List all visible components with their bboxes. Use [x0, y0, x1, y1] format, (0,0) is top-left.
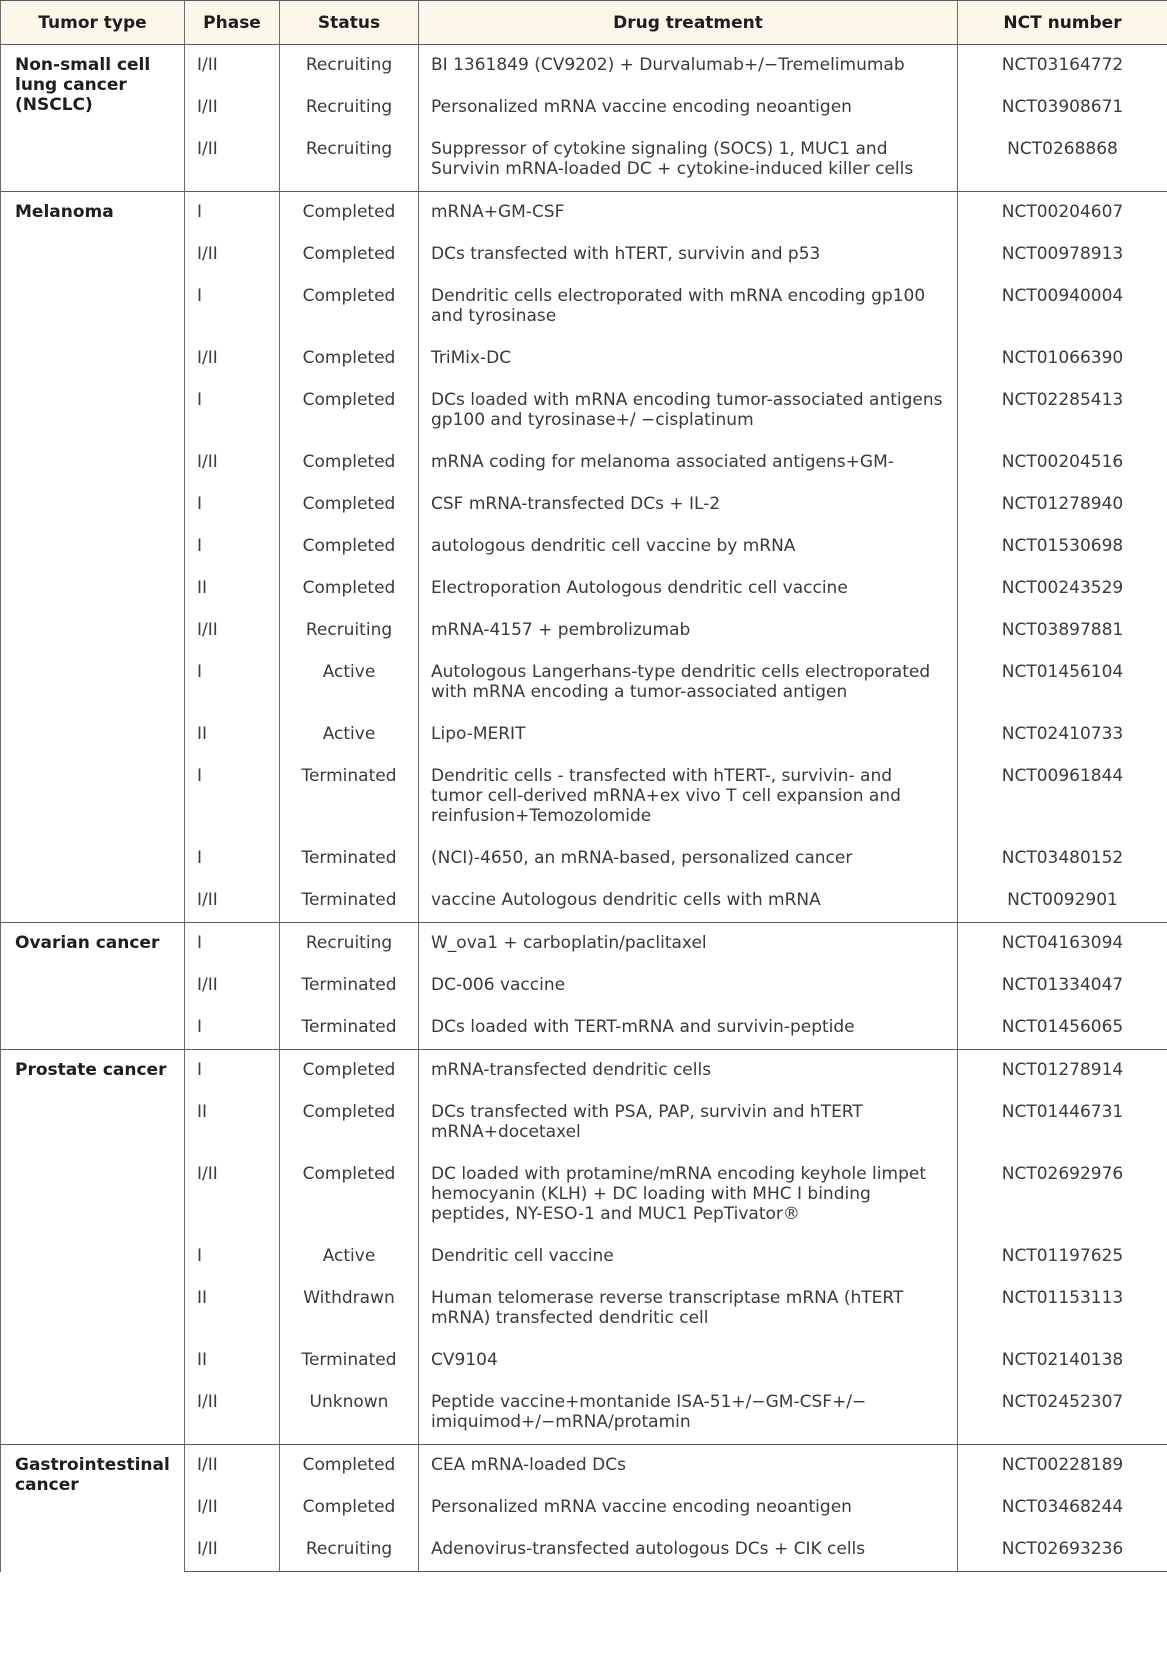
- nct-number-cell: [958, 610, 1167, 652]
- phase-cell: [185, 652, 280, 714]
- tumor-type: Non-small cell lung cancer (NSCLC): [15, 55, 151, 115]
- table-row: [1, 1050, 1167, 1093]
- status-cell: [280, 526, 419, 568]
- drug-treatment: autologous dendritic cell vaccine by mRNA: [431, 536, 796, 556]
- phase: I: [197, 536, 203, 556]
- nct-number-cell: [958, 234, 1167, 276]
- status-cell: [280, 1092, 419, 1154]
- drug-treatment: DCs transfected with hTERT, survivin and p53: [431, 244, 821, 264]
- status-cell: [280, 756, 419, 838]
- phase: I: [197, 662, 203, 682]
- drug-treatment-cell: [419, 338, 958, 380]
- nct-number: NCT03164772: [1001, 55, 1124, 75]
- status: Completed: [302, 1164, 396, 1184]
- drug-treatment: DCs transfected with PSA, PAP, survivin and hTERT mRNA+docetaxel: [431, 1102, 863, 1142]
- phase-cell: [185, 380, 280, 442]
- nct-number-cell: [958, 652, 1167, 714]
- drug-treatment: Suppressor of cytokine signaling (SOCS) 1, MUC1 and Survivin mRNA-loaded DC + cytokine-induced killer cells: [431, 139, 914, 179]
- drug-treatment: Human telomerase reverse transcriptase mRNA (hTERT mRNA) transfected dendritic cell: [431, 1288, 904, 1328]
- nct-number-cell: [958, 192, 1167, 235]
- status: Recruiting: [305, 97, 393, 117]
- table-body: [1, 45, 1167, 1572]
- status: Unknown: [309, 1392, 389, 1412]
- nct-number: NCT03480152: [1001, 848, 1124, 868]
- phase: I: [197, 1017, 203, 1037]
- phase-cell: [185, 714, 280, 756]
- phase-cell: [185, 1529, 280, 1572]
- phase-cell: [185, 526, 280, 568]
- phase: I/II: [197, 97, 218, 117]
- nct-number: NCT00228189: [1001, 1455, 1124, 1475]
- nct-number: NCT01456065: [1001, 1017, 1124, 1037]
- nct-number: NCT03468244: [1001, 1497, 1124, 1517]
- nct-number-cell: [958, 87, 1167, 129]
- status-cell: [280, 276, 419, 338]
- status-cell: [280, 1445, 419, 1488]
- drug-treatment: DCs loaded with TERT-mRNA and survivin-peptide: [431, 1017, 855, 1037]
- tumor-type: Prostate cancer: [15, 1060, 167, 1080]
- status: Terminated: [301, 766, 397, 786]
- nct-number-cell: [958, 1050, 1167, 1093]
- phase-cell: [185, 756, 280, 838]
- nct-number: NCT02410733: [1001, 724, 1124, 744]
- drug-treatment-cell: [419, 568, 958, 610]
- nct-number: NCT01278940: [1001, 494, 1124, 514]
- nct-number: NCT00243529: [1001, 578, 1124, 598]
- nct-number-cell: [958, 568, 1167, 610]
- status: Completed: [302, 1497, 396, 1517]
- drug-treatment-cell: [419, 756, 958, 838]
- table-row: [1, 192, 1167, 235]
- phase-cell: [185, 1340, 280, 1382]
- status: Terminated: [301, 1017, 397, 1037]
- status: Recruiting: [305, 1539, 393, 1559]
- nct-number: NCT02452307: [1001, 1392, 1124, 1412]
- nct-number: NCT0092901: [1007, 890, 1118, 910]
- phase-cell: [185, 1236, 280, 1278]
- drug-treatment-cell: [419, 1007, 958, 1050]
- status-cell: [280, 45, 419, 88]
- nct-number-cell: [958, 1092, 1167, 1154]
- status: Completed: [302, 494, 396, 514]
- nct-number-cell: [958, 880, 1167, 923]
- phase: I: [197, 933, 203, 953]
- drug-treatment-cell: [419, 838, 958, 880]
- phase: I: [197, 286, 203, 306]
- phase: I/II: [197, 55, 218, 75]
- drug-treatment: Adenovirus-transfected autologous DCs + CIK cells: [431, 1539, 866, 1559]
- nct-number: NCT04163094: [1001, 933, 1124, 953]
- status: Completed: [302, 286, 396, 306]
- drug-treatment-cell: [419, 45, 958, 88]
- status: Completed: [302, 390, 396, 410]
- nct-number-cell: [958, 1236, 1167, 1278]
- phase: I/II: [197, 1539, 218, 1559]
- status-cell: [280, 1050, 419, 1093]
- nct-number-cell: [958, 276, 1167, 338]
- nct-number-cell: [958, 1007, 1167, 1050]
- phase: II: [197, 1350, 208, 1370]
- nct-number: NCT02140138: [1001, 1350, 1124, 1370]
- drug-treatment-cell: [419, 1050, 958, 1093]
- nct-number: NCT00204607: [1001, 202, 1124, 222]
- header-drug-treatment: Drug treatment: [419, 1, 958, 45]
- drug-treatment: Peptide vaccine+montanide ISA-51+/−GM-CSF+/− imiquimod+/−mRNA/protamin: [431, 1392, 867, 1432]
- status: Completed: [302, 536, 396, 556]
- status-cell: [280, 880, 419, 923]
- nct-number: NCT01153113: [1001, 1288, 1124, 1308]
- drug-treatment: mRNA-transfected dendritic cells: [431, 1060, 712, 1080]
- nct-number-cell: [958, 1382, 1167, 1445]
- status-cell: [280, 1340, 419, 1382]
- nct-number-cell: [958, 1278, 1167, 1340]
- status: Recruiting: [305, 620, 393, 640]
- nct-number: NCT00978913: [1001, 244, 1124, 264]
- phase-cell: [185, 1382, 280, 1445]
- nct-number-cell: [958, 442, 1167, 484]
- nct-number-cell: [958, 1487, 1167, 1529]
- phase: I: [197, 1060, 203, 1080]
- status: Recruiting: [305, 933, 393, 953]
- status-cell: [280, 610, 419, 652]
- status: Completed: [302, 1102, 396, 1122]
- drug-treatment: Lipo-MERIT: [431, 724, 526, 744]
- table-row: [1, 923, 1167, 966]
- header-tumor-type: Tumor type: [1, 1, 185, 45]
- nct-number: NCT00204516: [1001, 452, 1124, 472]
- drug-treatment: vaccine Autologous dendritic cells with mRNA: [431, 890, 821, 910]
- table-header: [1, 1, 1167, 45]
- nct-number: NCT01197625: [1001, 1246, 1124, 1266]
- phase-cell: [185, 923, 280, 966]
- drug-treatment-cell: [419, 484, 958, 526]
- drug-treatment-cell: [419, 192, 958, 235]
- status-cell: [280, 965, 419, 1007]
- status-cell: [280, 652, 419, 714]
- drug-treatment-cell: [419, 526, 958, 568]
- status: Recruiting: [305, 55, 393, 75]
- nct-number: NCT03897881: [1001, 620, 1124, 640]
- phase: I/II: [197, 452, 218, 472]
- nct-number: NCT00940004: [1001, 286, 1124, 306]
- nct-number: NCT01066390: [1001, 348, 1124, 368]
- drug-treatment: Dendritic cells electroporated with mRNA encoding gp100 and tyrosinase: [431, 286, 926, 326]
- nct-number-cell: [958, 756, 1167, 838]
- phase-cell: [185, 129, 280, 192]
- phase-cell: [185, 1050, 280, 1093]
- phase: I/II: [197, 620, 218, 640]
- phase-cell: [185, 1487, 280, 1529]
- drug-treatment-cell: [419, 610, 958, 652]
- nct-number-cell: [958, 338, 1167, 380]
- phase-cell: [185, 338, 280, 380]
- status-cell: [280, 87, 419, 129]
- nct-number: NCT01456104: [1001, 662, 1124, 682]
- phase-cell: [185, 484, 280, 526]
- drug-treatment-cell: [419, 442, 958, 484]
- header-status: Status: [280, 1, 419, 45]
- drug-treatment: mRNA-4157 + pembrolizumab: [431, 620, 691, 640]
- drug-treatment: W_ova1 + carboplatin/paclitaxel: [431, 933, 707, 953]
- drug-treatment: mRNA coding for melanoma associated antigens+GM-: [431, 452, 894, 472]
- table-row: [1, 1445, 1167, 1488]
- nct-number: NCT02692976: [1001, 1164, 1124, 1184]
- phase: I/II: [197, 348, 218, 368]
- status-cell: [280, 484, 419, 526]
- drug-treatment-cell: [419, 923, 958, 966]
- status-cell: [280, 1278, 419, 1340]
- nct-number-cell: [958, 923, 1167, 966]
- drug-treatment-cell: [419, 1382, 958, 1445]
- phase: I/II: [197, 244, 218, 264]
- phase: I: [197, 766, 203, 786]
- phase: II: [197, 1288, 208, 1308]
- drug-treatment: TriMix-DC: [431, 348, 512, 368]
- phase-cell: [185, 838, 280, 880]
- phase-cell: [185, 234, 280, 276]
- status: Completed: [302, 202, 396, 222]
- nct-number: NCT01446731: [1001, 1102, 1124, 1122]
- nct-number: NCT01530698: [1001, 536, 1124, 556]
- phase: I/II: [197, 1455, 218, 1475]
- drug-treatment-cell: [419, 276, 958, 338]
- status: Withdrawn: [303, 1288, 395, 1308]
- phase: II: [197, 1102, 208, 1122]
- nct-number-cell: [958, 484, 1167, 526]
- status-cell: [280, 338, 419, 380]
- drug-treatment: Autologous Langerhans-type dendritic cells electroporated with mRNA encoding a tumor-associated antigen: [431, 662, 931, 702]
- tumor-type: Ovarian cancer: [15, 933, 160, 953]
- tumor-type-cell: [1, 1050, 185, 1445]
- drug-treatment: Dendritic cells - transfected with hTERT-, survivin- and tumor cell-derived mRNA+ex vivo T cell expansion and reinfusion+Temozolomide: [431, 766, 901, 826]
- status: Completed: [302, 244, 396, 264]
- drug-treatment: BI 1361849 (CV9202) + Durvalumab+/−Tremelimumab: [431, 55, 905, 75]
- status: Completed: [302, 1455, 396, 1475]
- drug-treatment-cell: [419, 129, 958, 192]
- phase-cell: [185, 276, 280, 338]
- tumor-type-cell: [1, 192, 185, 923]
- phase: I: [197, 494, 203, 514]
- phase: I: [197, 1246, 203, 1266]
- phase-cell: [185, 192, 280, 235]
- status: Active: [322, 724, 376, 744]
- drug-treatment: DCs loaded with mRNA encoding tumor-associated antigens gp100 and tyrosinase+/ −cisplatinum: [431, 390, 943, 430]
- status-cell: [280, 1007, 419, 1050]
- phase: I/II: [197, 1497, 218, 1517]
- phase-cell: [185, 1445, 280, 1488]
- drug-treatment-cell: [419, 1487, 958, 1529]
- phase-cell: [185, 1278, 280, 1340]
- tumor-type-cell: [1, 1445, 185, 1572]
- phase-cell: [185, 45, 280, 88]
- nct-number: NCT00961844: [1001, 766, 1124, 786]
- phase-cell: [185, 568, 280, 610]
- status: Terminated: [301, 975, 397, 995]
- drug-treatment: Personalized mRNA vaccine encoding neoantigen: [431, 1497, 852, 1517]
- phase: I/II: [197, 975, 218, 995]
- status-cell: [280, 923, 419, 966]
- status: Completed: [302, 452, 396, 472]
- nct-number: NCT01278914: [1001, 1060, 1124, 1080]
- status: Completed: [302, 578, 396, 598]
- status-cell: [280, 1154, 419, 1236]
- phase-cell: [185, 1154, 280, 1236]
- table-row: [1, 45, 1167, 88]
- drug-treatment-cell: [419, 1529, 958, 1572]
- drug-treatment-cell: [419, 380, 958, 442]
- nct-number: NCT02285413: [1001, 390, 1124, 410]
- status-cell: [280, 1529, 419, 1572]
- status: Completed: [302, 348, 396, 368]
- phase: I/II: [197, 1164, 218, 1184]
- drug-treatment: mRNA+GM-CSF: [431, 202, 565, 222]
- drug-treatment: (NCI)-4650, an mRNA-based, personalized cancer: [431, 848, 853, 868]
- drug-treatment-cell: [419, 880, 958, 923]
- drug-treatment: DC loaded with protamine/mRNA encoding keyhole limpet hemocyanin (KLH) + DC loading with MHC I binding peptides, NY-ESO-1 and MUC1 PepTivator®: [431, 1164, 926, 1224]
- header-row: [1, 1, 1167, 45]
- status-cell: [280, 129, 419, 192]
- status-cell: [280, 1236, 419, 1278]
- phase: I/II: [197, 139, 218, 159]
- phase: I: [197, 390, 203, 410]
- nct-number: NCT02693236: [1001, 1539, 1124, 1559]
- status: Active: [322, 662, 376, 682]
- status-cell: [280, 568, 419, 610]
- nct-number-cell: [958, 526, 1167, 568]
- nct-number-cell: [958, 1445, 1167, 1488]
- phase: II: [197, 578, 208, 598]
- nct-number: NCT0268868: [1007, 139, 1118, 159]
- nct-number-cell: [958, 1529, 1167, 1572]
- drug-treatment: CV9104: [431, 1350, 498, 1370]
- status: Terminated: [301, 848, 397, 868]
- nct-number-cell: [958, 1154, 1167, 1236]
- status-cell: [280, 380, 419, 442]
- status: Completed: [302, 1060, 396, 1080]
- phase-cell: [185, 1007, 280, 1050]
- status-cell: [280, 838, 419, 880]
- status-cell: [280, 714, 419, 756]
- drug-treatment: CEA mRNA-loaded DCs: [431, 1455, 626, 1475]
- drug-treatment-cell: [419, 1236, 958, 1278]
- drug-treatment: Dendritic cell vaccine: [431, 1246, 614, 1266]
- nct-number-cell: [958, 714, 1167, 756]
- phase-cell: [185, 880, 280, 923]
- phase: I/II: [197, 1392, 218, 1412]
- tumor-type: Gastrointestinal cancer: [15, 1455, 170, 1495]
- status-cell: [280, 442, 419, 484]
- drug-treatment-cell: [419, 234, 958, 276]
- nct-number-cell: [958, 45, 1167, 88]
- drug-treatment: Personalized mRNA vaccine encoding neoantigen: [431, 97, 852, 117]
- drug-treatment-cell: [419, 965, 958, 1007]
- drug-treatment: DC-006 vaccine: [431, 975, 566, 995]
- drug-treatment-cell: [419, 87, 958, 129]
- phase: I/II: [197, 890, 218, 910]
- phase-cell: [185, 1092, 280, 1154]
- nct-number-cell: [958, 129, 1167, 192]
- status: Terminated: [301, 1350, 397, 1370]
- phase: I: [197, 202, 203, 222]
- nct-number-cell: [958, 1340, 1167, 1382]
- nct-number: NCT03908671: [1001, 97, 1124, 117]
- drug-treatment-cell: [419, 1092, 958, 1154]
- phase-cell: [185, 965, 280, 1007]
- drug-treatment-cell: [419, 1340, 958, 1382]
- drug-treatment: Electroporation Autologous dendritic cell vaccine: [431, 578, 848, 598]
- phase: II: [197, 724, 208, 744]
- drug-treatment-cell: [419, 1445, 958, 1488]
- status-cell: [280, 192, 419, 235]
- status-cell: [280, 234, 419, 276]
- tumor-type-cell: [1, 923, 185, 1050]
- drug-treatment: CSF mRNA-transfected DCs + IL-2: [431, 494, 721, 514]
- nct-number-cell: [958, 965, 1167, 1007]
- nct-number: NCT01334047: [1001, 975, 1124, 995]
- header-phase: Phase: [185, 1, 280, 45]
- tumor-type-cell: [1, 45, 185, 192]
- status: Terminated: [301, 890, 397, 910]
- status: Recruiting: [305, 139, 393, 159]
- phase-cell: [185, 87, 280, 129]
- drug-treatment-cell: [419, 714, 958, 756]
- drug-treatment-cell: [419, 1278, 958, 1340]
- status-cell: [280, 1487, 419, 1529]
- header-nct-number: NCT number: [958, 1, 1167, 45]
- phase-cell: [185, 610, 280, 652]
- drug-treatment-cell: [419, 652, 958, 714]
- nct-number-cell: [958, 380, 1167, 442]
- status: Active: [322, 1246, 376, 1266]
- drug-treatment-cell: [419, 1154, 958, 1236]
- status-cell: [280, 1382, 419, 1445]
- phase-cell: [185, 442, 280, 484]
- nct-number-cell: [958, 838, 1167, 880]
- phase: I: [197, 848, 203, 868]
- tumor-type: Melanoma: [15, 202, 114, 222]
